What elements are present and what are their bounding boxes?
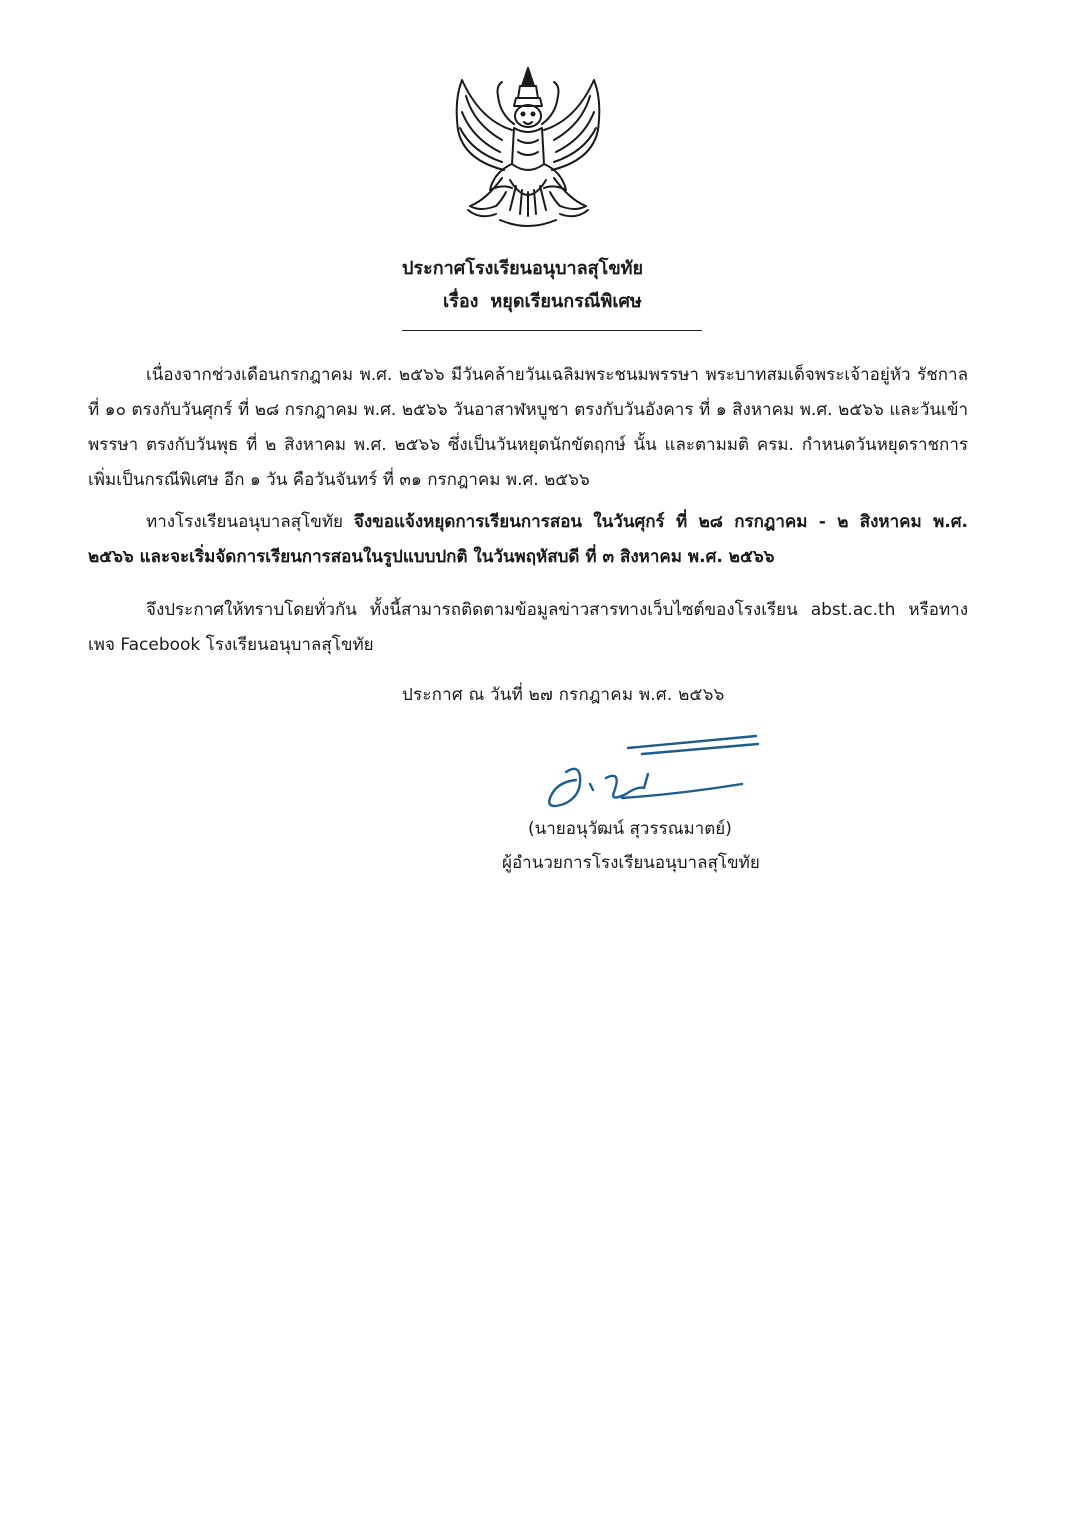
paragraph2-intro: ทางโรงเรียนอนุบาลสุโขทัย [146,512,344,532]
handwritten-signature-icon [530,728,770,816]
paragraph-contact-info: จึงประกาศให้ทราบโดยทั่วกัน ทั้งนี้สามารถติดตามข้อมูลข่าวสารทางเว็บไซต์ของโรงเรียน abst.ac.th หรือทางเพจ Facebook โรงเรียนอนุบาลสุโขทัย [88,600,968,655]
title-separator [402,330,702,331]
subject-label: เรื่อง [443,291,479,312]
paragraph-holiday-reason: เนื่องจากช่วงเดือนกรกฎาคม พ.ศ. ๒๕๖๖ มีวันคล้ายวันเฉลิมพระชนมพรรษา พระบาทสมเด็จพระเจ้าอยู่หัว รัชกาลที่ ๑๐ ตรงกับวันศุกร์ ที่ ๒๘ กรกฎาคม พ.ศ. ๒๕๖๖ วันอาสาฬหบูชา ตรงกับวันอังคาร ที่ ๑ สิงหาคม พ.ศ. ๒๕๖๖ และวันเข้าพรรษา ตรงกับวันพุธ ที่ ๒ สิงหาคม พ.ศ. ๒๕๖๖ ซึ่งเป็นวันหยุดนักขัตฤกษ์ นั้น และตามมติ ครม. กำหนดวันหยุดราชการเพิ่มเป็นกรณีพิเศษ อีก ๑ วัน คือวันจันทร์ ที่ ๓๑ กรกฎาคม พ.ศ. ๒๕๖๖ [88,365,968,490]
subject-text: หยุดเรียนกรณีพิเศษ [490,291,642,312]
paragraph-school-closure [88,505,968,575]
signatory-position: ผู้อำนวยการโรงเรียนอนุบาลสุโขทัย [502,853,760,873]
signatory-name: (นายอนุวัฒน์ สุวรรณมาตย์) [528,819,732,839]
announcement-date: ประกาศ ณ วันที่ ๒๗ กรกฎาคม พ.ศ. ๒๕๖๖ [402,685,725,705]
announcement-subject [443,286,642,315]
announcement-title: ประกาศโรงเรียนอนุบาลสุโขทัย [402,258,644,279]
garuda-emblem-icon [440,60,616,236]
paragraph2-bold: จึงขอแจ้งหยุดการเรียนการสอน ในวันศุกร์ ที่ ๒๘ กรกฎาคม - ๒ สิงหาคม พ.ศ. ๒๕๖๖ และจะเริ่มจัดการเรียนการสอนในรูปแบบปกติ ในวันพฤหัสบดี ที่ ๓ สิงหาคม พ.ศ. ๒๕๖๖ [88,512,968,567]
